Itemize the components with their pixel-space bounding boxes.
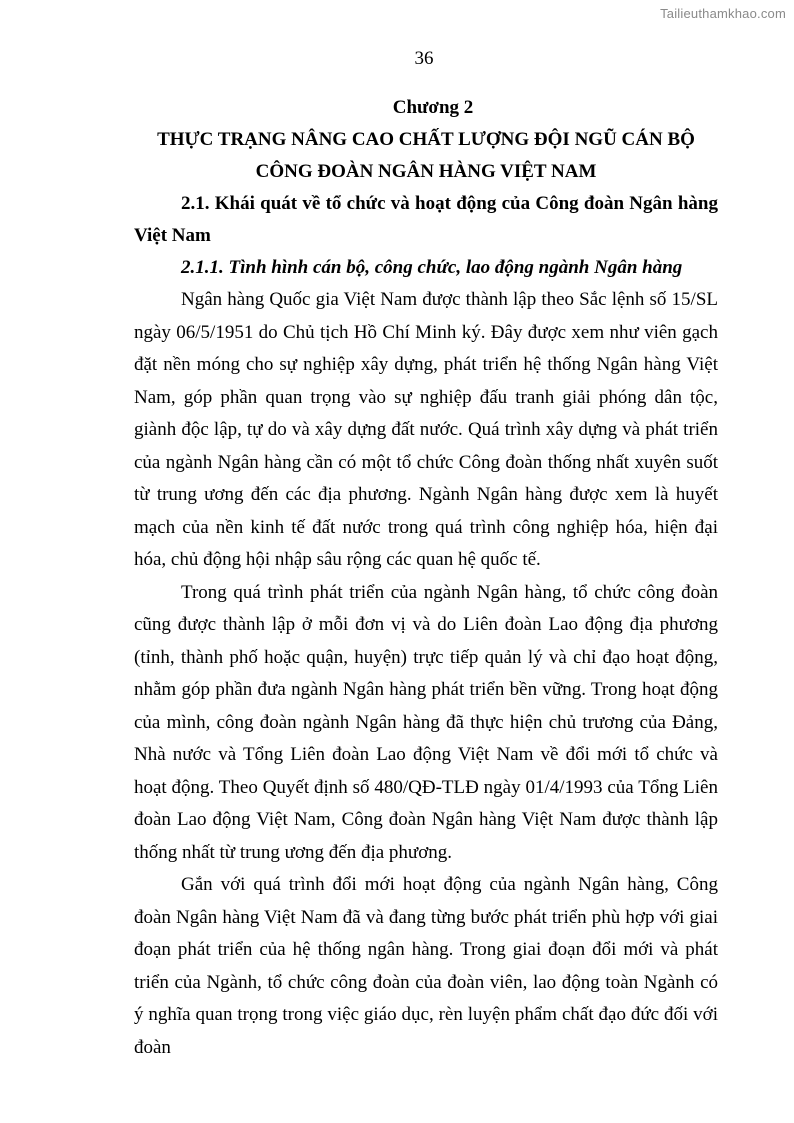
paragraph-1: Ngân hàng Quốc gia Việt Nam được thành lập theo Sắc lệnh số 15/SL ngày 06/5/1951 do Chủ tịch Hồ Chí Minh ký. Đây được xem như viên gạch đặt nền móng cho sự nghiệp xây dựng, phát triển hệ thống Ngân hàng Việt Nam, góp phần quan trọng vào sự nghiệp đấu tranh giải phóng dân tộc, giành độc lập, tự do và xây dựng đất nước. Quá trình xây dựng và phát triển của ngành Ngân hàng cần có một tổ chức Công đoàn thống nhất xuyên suốt từ trung ương đến các địa phương. Ngành Ngân hàng được xem là huyết mạch của nền kinh tế đất nước trong quá trình công nghiệp hóa, hiện đại hóa, chủ động hội nhập sâu rộng các quan hệ quốc tế. — [134, 289, 718, 570]
subsection-heading-2-1-1: 2.1.1. Tình hình cán bộ, công chức, lao động ngành Ngân hàng — [181, 257, 683, 278]
paragraph-2: Trong quá trình phát triển của ngành Ngân hàng, tổ chức công đoàn cũng được thành lập ở mỗi đơn vị và do Liên đoàn Lao động địa phương (tỉnh, thành phố hoặc quận, huyện) trực tiếp quản lý và chỉ đạo hoạt động, nhằm góp phần đưa ngành Ngân hàng phát triển bền vững. Trong hoạt động của mình, công đoàn ngành Ngân hàng đã thực hiện chủ trương của Đảng, Nhà nước và Tổng Liên đoàn Lao động Việt Nam về đổi mới tổ chức và hoạt động. Theo Quyết định số 480/QĐ-TLĐ ngày 01/4/1993 của Tổng Liên đoàn Lao động Việt Nam, Công đoàn Ngân hàng Việt Nam được thành lập thống nhất từ trung ương đến địa phương. — [134, 581, 718, 863]
document-body — [134, 92, 718, 1064]
chapter-title-line-2: CÔNG ĐOÀN NGÂN HÀNG VIỆT NAM — [255, 161, 597, 182]
chapter-title-line-1: THỰC TRẠNG NÂNG CAO CHẤT LƯỢNG ĐỘI NGŨ CÁN BỘ — [157, 129, 695, 150]
chapter-label: Chương 2 — [392, 97, 474, 118]
watermark: Tailieuthamkhao.com — [660, 6, 786, 21]
paragraph-3: Gắn với quá trình đổi mới hoạt động của ngành Ngân hàng, Công đoàn Ngân hàng Việt Nam đã và đang từng bước phát triển phù hợp với giai đoạn phát triển của hệ thống ngân hàng. Trong giai đoạn đổi mới và phát triển của Ngành, tổ chức công đoàn của đoàn viên, lao động toàn Ngành có ý nghĩa quan trọng trong việc giáo dục, rèn luyện phẩm chất đạo đức đối với đoàn — [134, 874, 718, 1058]
page-number: 36 — [414, 48, 434, 69]
section-heading-2-1: 2.1. Khái quát về tổ chức và hoạt động của Công đoàn Ngân hàng Việt Nam — [134, 193, 718, 246]
